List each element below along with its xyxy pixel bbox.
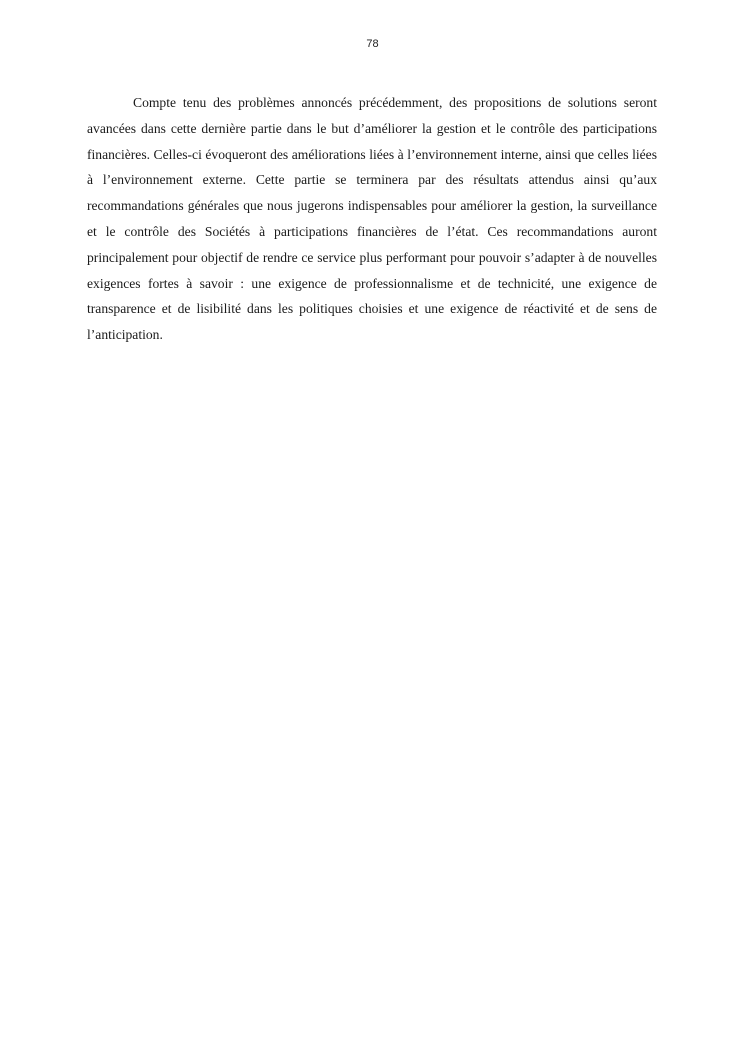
- body-paragraph: Compte tenu des problèmes annoncés précédemment, des propositions de solutions seront avancées dans cette dernière partie dans le but d’améliorer la gestion et le contrôle des participations financières. Celles-ci évoqueront des améliorations liées à l’environnement interne, ainsi que celles liées à l’environnement externe. Cette partie se terminera par des résultats attendus ainsi qu’aux recommandations générales que nous jugerons indispensables pour améliorer la gestion, la surveillance et le contrôle des Sociétés à participations financières de l’état. Ces recommandations auront principalement pour objectif de rendre ce service plus performant pour pouvoir s’adapter à de nouvelles exigences fortes à savoir : une exigence de professionnalisme et de technicité, une exigence de transparence et de lisibilité dans les politiques choisies et une exigence de réactivité et de sens de l’anticipation.: [87, 95, 657, 343]
- page-number: 78: [366, 38, 379, 50]
